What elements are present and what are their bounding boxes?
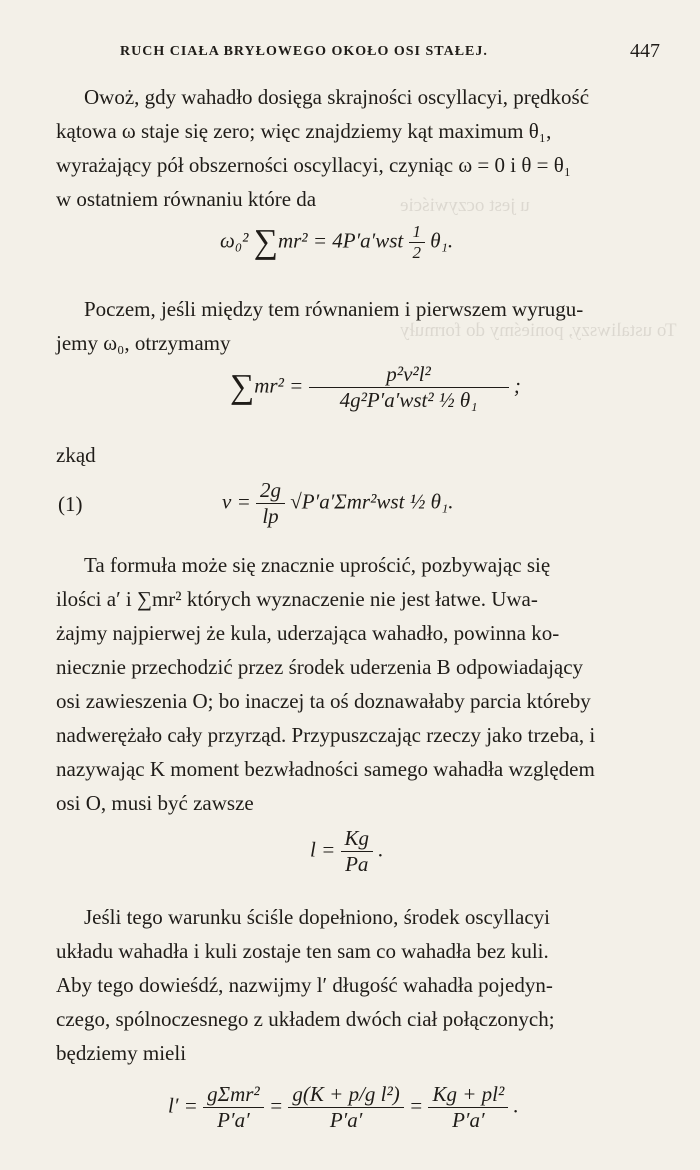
text-line: jemy ω₀, otrzymamy	[56, 331, 231, 355]
page-header	[120, 40, 660, 70]
text-line: osi O, musi być zawsze	[56, 791, 254, 815]
equation-1: ω₀² ∑mr² = 4P′a′wst $\frac{1}{2}$ θ₁.	[220, 222, 454, 262]
text-line: Aby tego dowieśdź, nazwijmy l′ długość wahadła pojedyn-	[56, 973, 553, 997]
text-line: kątowa ω staje się zero; więc znajdziemy kąt maximum θ₁,	[56, 119, 552, 143]
running-head: RUCH CIAŁA BRYŁOWEGO OKOŁO OSI STAŁEJ.	[120, 44, 488, 59]
text-line: wyrażający pół obszerności oscyllacyi, czyniąc ω = 0 i θ = θ₁	[56, 153, 572, 177]
text-line: będziemy mieli	[56, 1041, 187, 1065]
equation-4: l = $\frac{Kg}{Pa}$ .	[310, 826, 384, 876]
text-line: Poczem, jeśli między tem równaniem i pierwszem wyrugu-	[84, 297, 584, 321]
equation-2: ∑mr² = $\frac{\text{p²v²l²}}{\text{4g²P′a′wst² ½ θ₁}}$ ;	[230, 362, 521, 412]
page-number: 447	[630, 40, 660, 62]
paragraph-4	[56, 900, 660, 1070]
text-line: żajmy najpierwej że kula, uderzająca wahadło, powinna ko-	[56, 621, 560, 645]
paragraph-1	[56, 80, 660, 216]
text-line: Owoż, gdy wahadło dosięga skrajności oscyllacyi, prędkość	[84, 85, 590, 109]
show-through: To ustaliwszy, ponieśmy do formuły	[400, 320, 677, 341]
text-line: czego, spólnoczesnego z układem dwóch ciał połączonych;	[56, 1007, 555, 1031]
text-line: w ostatniem równaniu które da	[56, 187, 317, 211]
equation-5: l′ = $\frac{\text{gΣmr²}}{P'a'}$ = $\frac{\text{g(K + p/g l²)}}{P'a'}$ = $\frac{\text{Kg + pl²}}{P'a'}$ .	[168, 1082, 519, 1132]
show-through: u jest oczywiście	[400, 195, 530, 216]
text-line: Ta formuła może się znacznie uprościć, pozbywając się	[84, 553, 551, 577]
paragraph-3	[56, 548, 660, 820]
text-line: niecznie przechodzić przez środek uderzenia B odpowiadający	[56, 655, 584, 679]
text-line: nazywając K moment bezwładności samego wahadła względem	[56, 757, 595, 781]
text-line: Jeśli tego warunku ściśle dopełniono, środek oscyllacyi	[84, 905, 550, 929]
text-line: układu wahadła i kuli zostaje ten sam co wahadła bez kuli.	[56, 939, 549, 963]
paragraph-2	[56, 292, 660, 360]
text-line: ilości a′ i ∑mr² których wyznaczenie nie jest łatwe. Uwa-	[56, 587, 538, 611]
text-line: nadwerężało cały przyrząd. Przypuszczając rzeczy jako trzeba, i	[56, 723, 596, 747]
equation-3: v = $\frac{2g}{lp}$ √P′a′Σmr²wst ½ θ₁.	[222, 478, 454, 528]
connector-word: zkąd	[56, 443, 96, 467]
equation-number: (1)	[58, 492, 83, 516]
text-line: osi zawieszenia O; bo inaczej ta oś doznawałaby parcia któreby	[56, 689, 591, 713]
